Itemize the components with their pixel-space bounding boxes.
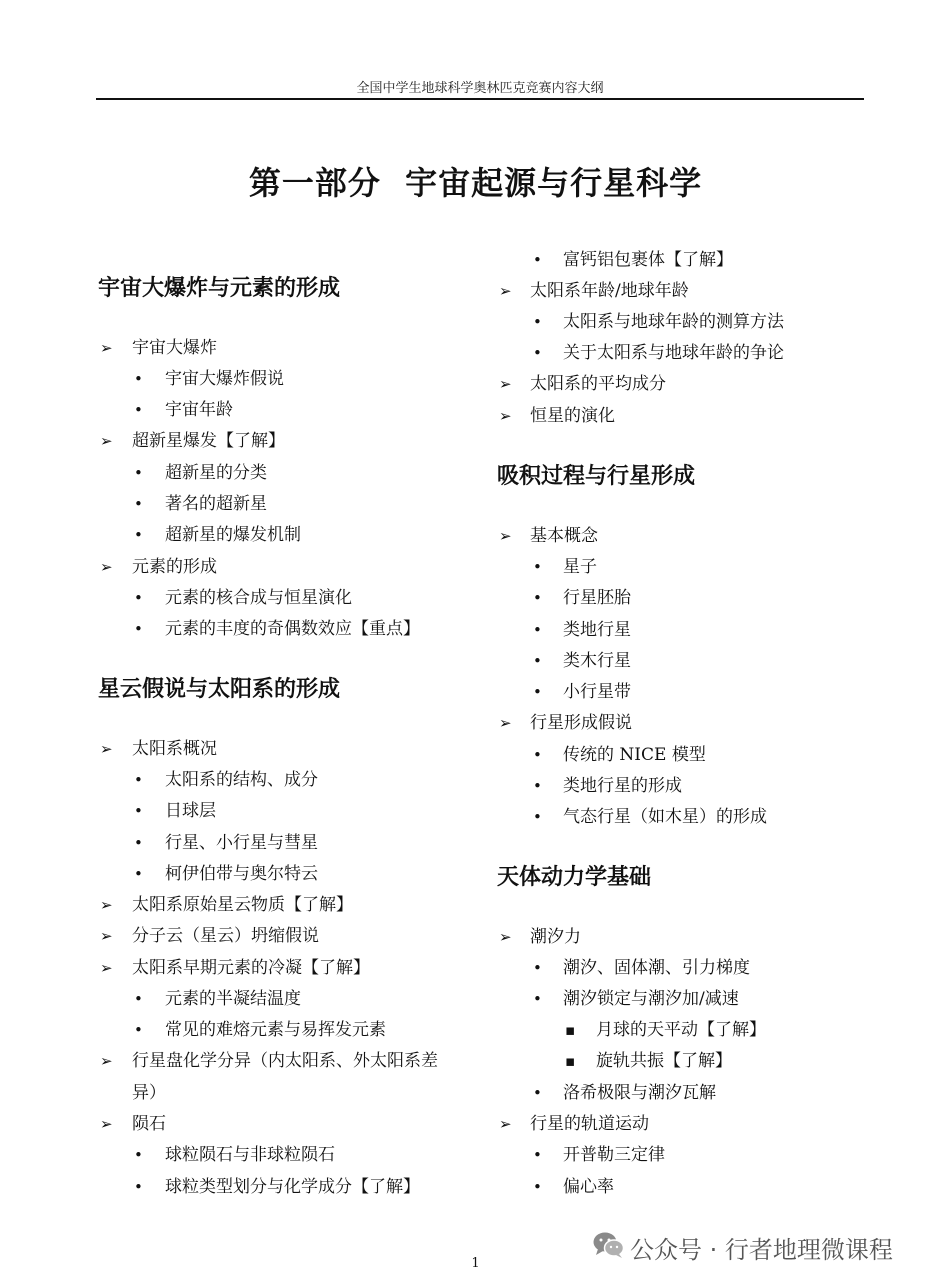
arrow-bullet-icon: ➢ [499,928,512,946]
dot-bullet-icon: • [533,990,542,1008]
dot-bullet-icon: • [134,370,143,388]
section-heading: 吸积过程与行星形成 [497,464,696,489]
arrow-bullet-icon: ➢ [100,339,113,357]
dot-bullet-icon: • [533,1178,542,1196]
arrow-bullet-icon: ➢ [100,432,113,450]
arrow-bullet-icon: ➢ [100,1052,113,1070]
page-number: 1 [471,1256,480,1271]
dot-bullet-icon: • [533,808,542,826]
arrow-bullet-icon: ➢ [499,714,512,732]
arrow-bullet-icon: ➢ [100,896,113,914]
dot-bullet-icon: • [533,344,542,362]
dot-bullet-icon: • [134,495,143,513]
dot-bullet-icon: • [533,683,542,701]
dot-bullet-icon: • [134,1021,143,1039]
arrow-bullet-icon: ➢ [499,375,512,393]
dot-bullet-icon: • [134,865,143,883]
dot-bullet-icon: • [533,313,542,331]
section-heading: 星云假说与太阳系的形成 [98,677,341,702]
arrow-bullet-icon: ➢ [100,959,113,977]
dot-bullet-icon: • [134,401,143,419]
page-title: 第一部分 宇宙起源与行星科学 [248,164,703,202]
dot-bullet-icon: • [533,251,542,269]
dot-bullet-icon: • [533,746,542,764]
dot-bullet-icon: • [134,1178,143,1196]
arrow-bullet-icon: ➢ [499,282,512,300]
running-header: 全国中学生地球科学奥林匹克竞赛内容大纲 [356,81,604,96]
watermark-text: 公众号 · 行者地理微课程 [630,1236,893,1264]
dot-bullet-icon: • [533,1146,542,1164]
arrow-bullet-icon: ➢ [100,558,113,576]
dot-bullet-icon: • [533,558,542,576]
dot-bullet-icon: • [134,1146,143,1164]
arrow-bullet-icon: ➢ [100,1115,113,1133]
dot-bullet-icon: • [134,834,143,852]
dot-bullet-icon: • [134,589,143,607]
square-bullet-icon: ▪ [565,1052,576,1070]
section-heading: 天体动力学基础 [497,865,652,890]
dot-bullet-icon: • [134,464,143,482]
dot-bullet-icon: • [533,777,542,795]
dot-bullet-icon: • [533,1084,542,1102]
dot-bullet-icon: • [134,990,143,1008]
dot-bullet-icon: • [134,802,143,820]
dot-bullet-icon: • [134,771,143,789]
dot-bullet-icon: • [533,959,542,977]
dot-bullet-icon: • [533,652,542,670]
arrow-bullet-icon: ➢ [499,407,512,425]
dot-bullet-icon: • [533,621,542,639]
dot-bullet-icon: • [134,526,143,544]
dot-bullet-icon: • [134,620,143,638]
arrow-bullet-icon: ➢ [100,740,113,758]
arrow-bullet-icon: ➢ [100,927,113,945]
section-heading: 宇宙大爆炸与元素的形成 [98,276,341,301]
header-rule [96,98,864,100]
arrow-bullet-icon: ➢ [499,527,512,545]
square-bullet-icon: ▪ [565,1021,576,1039]
arrow-bullet-icon: ➢ [499,1115,512,1133]
dot-bullet-icon: • [533,589,542,607]
